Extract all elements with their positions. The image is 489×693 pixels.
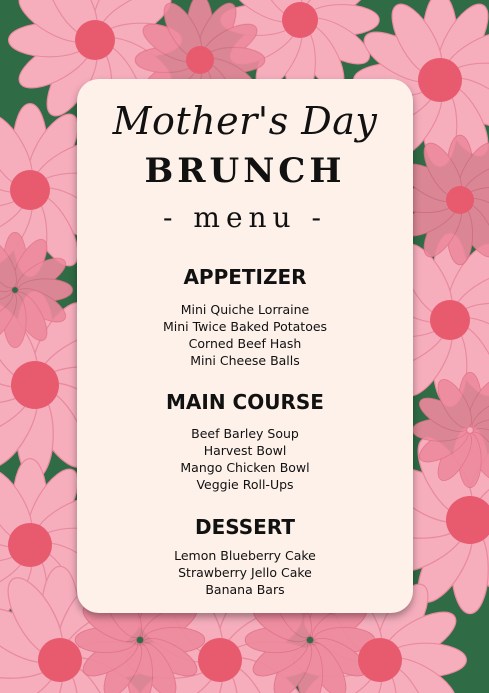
menu-item: Harvest Bowl [203,443,287,458]
menu-card [77,79,413,613]
menu-item: Mini Twice Baked Potatoes [162,319,328,334]
menu-item: Lemon Blueberry Cake [174,548,316,563]
section-title-appetizer: APPETIZER [183,265,307,289]
menu-item: Corned Beef Hash [188,336,302,351]
menu-item: Mango Chicken Bowl [180,460,310,475]
section-items-dessert [77,547,413,598]
menu-item: Mini Quiche Lorraine [180,302,310,317]
section-items-main-course [77,425,413,493]
title-main: BRUNCH [144,151,346,191]
title-script: Mother's Day [112,99,378,143]
section-items-appetizer [77,301,413,369]
menu-item: Banana Bars [205,582,285,597]
menu-item: Mini Cheese Balls [190,353,300,368]
menu-item: Beef Barley Soup [191,426,299,441]
menu-item: Strawberry Jello Cake [178,565,312,580]
section-title-dessert: DESSERT [195,515,295,539]
section-title-main-course: MAIN COURSE [166,390,324,414]
menu-item: Veggie Roll-Ups [196,477,294,492]
menu-label: - menu - [163,201,327,234]
